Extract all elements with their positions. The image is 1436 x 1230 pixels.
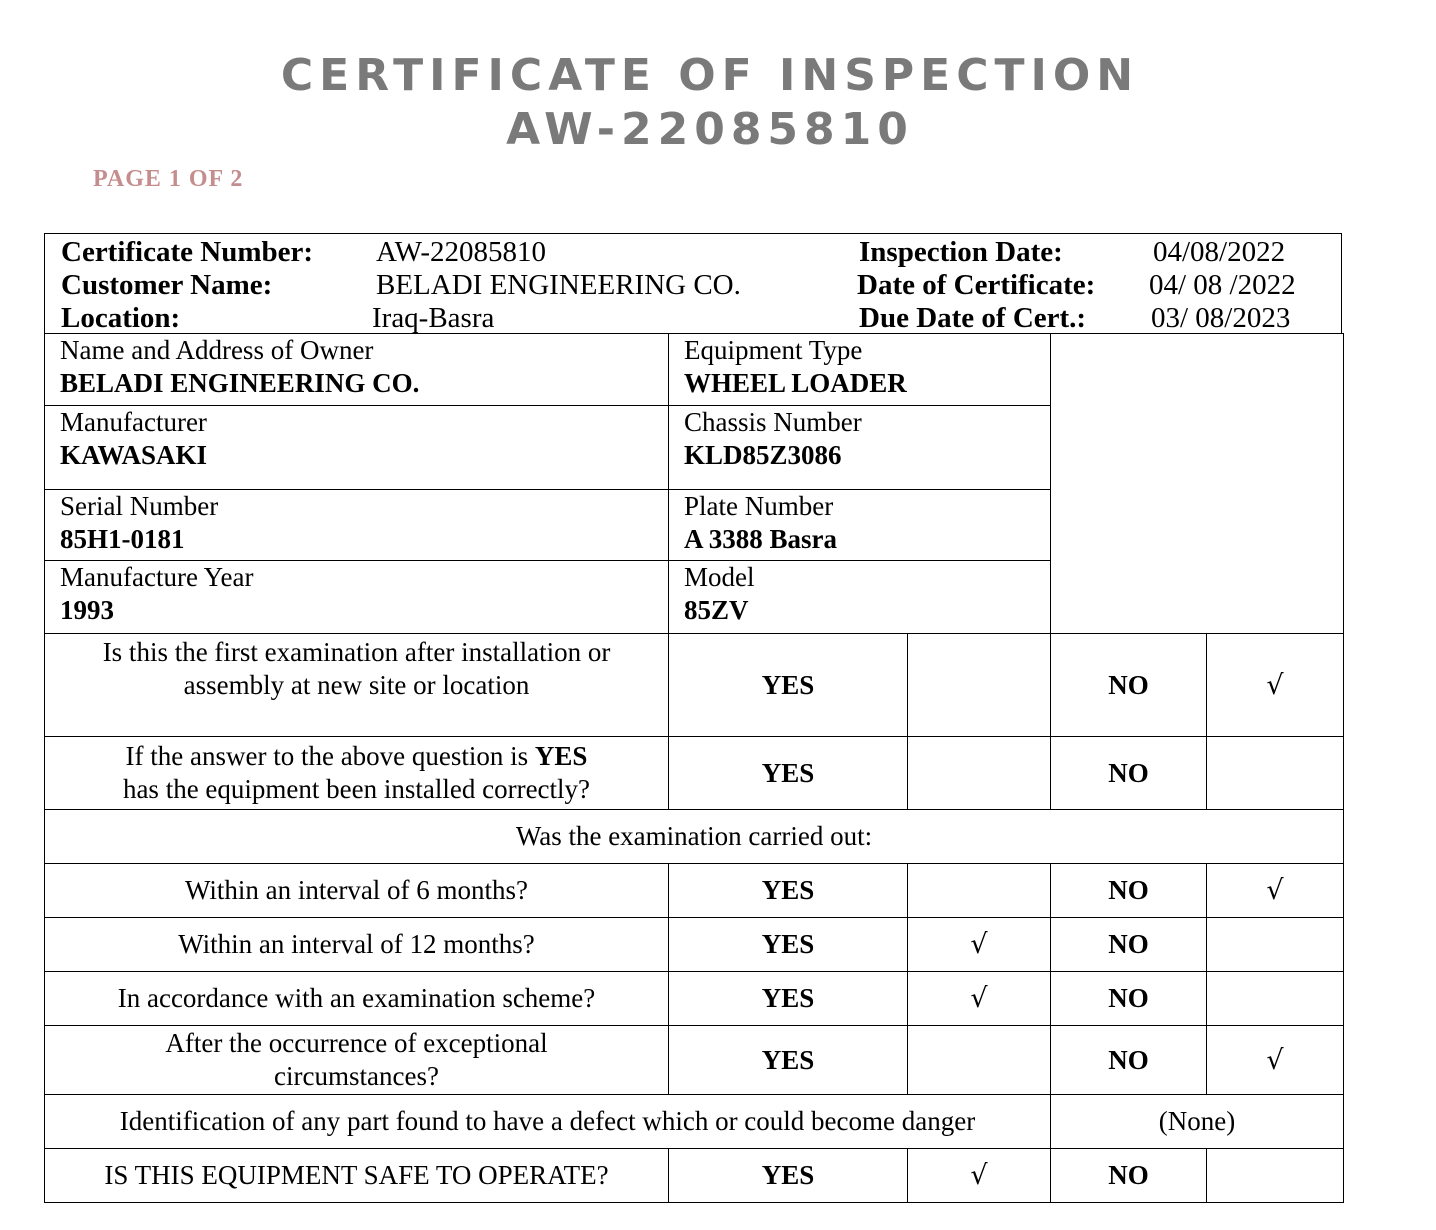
model-value: 85ZV (684, 595, 749, 625)
date-of-certificate-value: 04/ 08 /2022 (1149, 269, 1296, 301)
plate-label: Plate Number (684, 491, 834, 521)
blank-photo-area (1051, 334, 1344, 634)
no-label: NO (1051, 634, 1207, 737)
defect-answer: (None) (1051, 1095, 1344, 1149)
chassis-value: KLD85Z3086 (684, 440, 842, 470)
plate-cell (669, 490, 1051, 561)
manufacturer-label: Manufacturer (60, 407, 207, 437)
question-emphasis: YES (534, 741, 588, 771)
no-check-cell[interactable] (1207, 972, 1344, 1026)
cert-number-value: AW-22085810 (376, 236, 547, 268)
yes-label: YES (669, 864, 908, 918)
question-row (45, 864, 1344, 918)
question-12-months: Within an interval of 12 months? (45, 918, 669, 972)
location-label: Location: (61, 302, 181, 334)
location-value: Iraq-Basra (372, 302, 495, 334)
yes-label: YES (669, 634, 908, 737)
owner-value: BELADI ENGINEERING CO. (60, 368, 420, 398)
question-row (45, 737, 1344, 810)
equipment-type-cell (669, 334, 1051, 406)
plate-value: A 3388 Basra (684, 524, 838, 554)
no-label: NO (1051, 864, 1207, 918)
no-check-cell[interactable]: √ (1207, 634, 1344, 737)
no-label: NO (1051, 737, 1207, 810)
yes-check-cell[interactable] (908, 864, 1051, 918)
serial-cell (45, 490, 669, 561)
cert-number-label: Certificate Number: (61, 236, 314, 268)
manufacturer-value: KAWASAKI (60, 440, 208, 470)
question-text: circumstances? (274, 1061, 439, 1091)
equipment-row (45, 334, 1344, 406)
no-check-cell[interactable]: √ (1207, 864, 1344, 918)
manufacture-year-cell (45, 561, 669, 634)
question-defect-identification: Identification of any part found to have a defect which or could become danger (45, 1095, 1051, 1149)
question-row (45, 1095, 1344, 1149)
no-label: NO (1051, 1026, 1207, 1095)
manufacture-year-label: Manufacture Year (60, 562, 254, 592)
yes-label: YES (669, 1149, 908, 1203)
no-check-cell[interactable]: √ (1207, 1026, 1344, 1095)
question-6-months: Within an interval of 6 months? (45, 864, 669, 918)
certificate-header-box (44, 233, 1342, 333)
certificate-title: CERTIFICATE OF INSPECTION (280, 50, 1140, 101)
model-label: Model (684, 562, 755, 592)
inspection-table (44, 333, 1344, 1203)
yes-check-cell[interactable] (908, 737, 1051, 810)
yes-check-cell[interactable]: √ (908, 918, 1051, 972)
serial-value: 85H1-0181 (60, 524, 185, 554)
question-text: Is this the first examination after installation or (102, 637, 611, 667)
customer-name-value: BELADI ENGINEERING CO. (376, 269, 741, 301)
question-row (45, 634, 1344, 737)
yes-check-cell[interactable]: √ (908, 1149, 1051, 1203)
inspection-date-label: Inspection Date: (859, 236, 1063, 268)
inspection-date-value: 04/08/2022 (1153, 236, 1286, 268)
section-row (45, 810, 1344, 864)
manufacture-year-value: 1993 (60, 595, 114, 625)
question-exceptional-circumstances (45, 1026, 669, 1095)
no-check-cell[interactable] (1207, 918, 1344, 972)
due-date-label: Due Date of Cert.: (859, 302, 1087, 334)
question-first-exam (45, 634, 669, 737)
question-text: If the answer to the above question is (125, 741, 535, 771)
equipment-type-value: WHEEL LOADER (684, 368, 907, 398)
due-date-value: 03/ 08/2023 (1151, 302, 1291, 334)
no-label: NO (1051, 972, 1207, 1026)
question-safe-to-operate: IS THIS EQUIPMENT SAFE TO OPERATE? (45, 1149, 669, 1203)
no-check-cell[interactable] (1207, 1149, 1344, 1203)
yes-check-cell[interactable]: √ (908, 972, 1051, 1026)
chassis-label: Chassis Number (684, 407, 862, 437)
no-label: NO (1051, 918, 1207, 972)
yes-label: YES (669, 1026, 908, 1095)
equipment-type-label: Equipment Type (684, 335, 863, 365)
date-of-certificate-label: Date of Certificate: (857, 269, 1096, 301)
question-row (45, 972, 1344, 1026)
question-text: After the occurrence of exceptional (165, 1028, 548, 1058)
yes-label: YES (669, 737, 908, 810)
question-row (45, 1026, 1344, 1095)
yes-check-cell[interactable] (908, 634, 1051, 737)
yes-check-cell[interactable] (908, 1026, 1051, 1095)
question-row (45, 918, 1344, 972)
question-text: assembly at new site or location (183, 670, 530, 700)
yes-label: YES (669, 918, 908, 972)
no-check-cell[interactable] (1207, 737, 1344, 810)
model-cell (669, 561, 1051, 634)
owner-cell (45, 334, 669, 406)
manufacturer-cell (45, 406, 669, 490)
customer-name-label: Customer Name: (61, 269, 273, 301)
question-installed-correctly (45, 737, 669, 810)
serial-label: Serial Number (60, 491, 219, 521)
chassis-cell (669, 406, 1051, 490)
section-heading: Was the examination carried out: (45, 810, 1344, 864)
owner-label: Name and Address of Owner (60, 335, 374, 365)
question-text: has the equipment been installed correctly? (122, 774, 591, 804)
question-exam-scheme: In accordance with an examination scheme? (45, 972, 669, 1026)
question-row (45, 1149, 1344, 1203)
page-indicator: PAGE 1 OF 2 (93, 166, 244, 192)
certificate-title-number: AW-22085810 (506, 104, 914, 155)
no-label: NO (1051, 1149, 1207, 1203)
yes-label: YES (669, 972, 908, 1026)
